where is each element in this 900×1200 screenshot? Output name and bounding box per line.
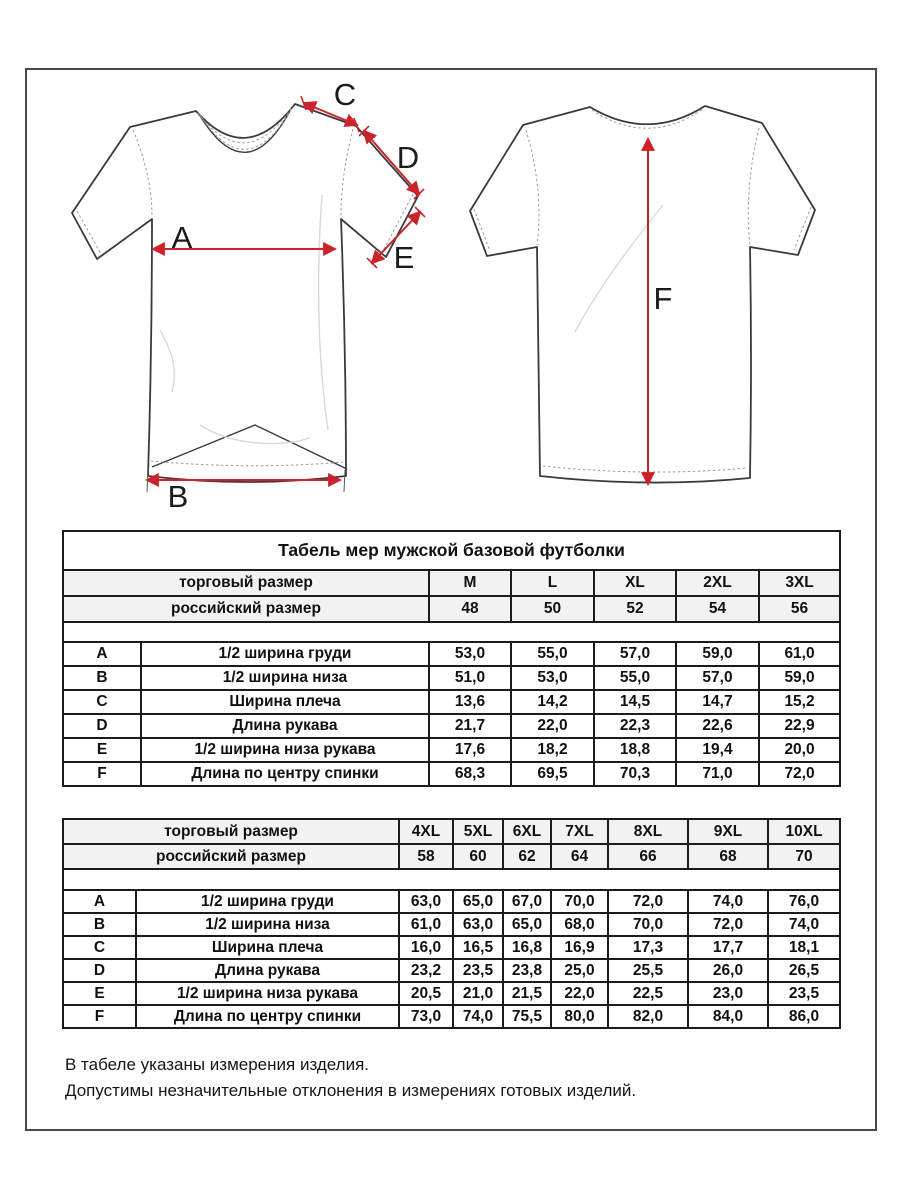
size-cell: 73,0 [399,1005,453,1028]
size-cell: 23,5 [453,959,503,982]
russian-size-value: 70 [768,844,840,869]
russian-size-value: 52 [594,596,676,622]
spacer-row [63,622,840,642]
size-cell: 22,6 [676,714,759,738]
size-table-4xl-10xl [62,818,841,1029]
measure-key: A [63,642,141,666]
size-cell: 61,0 [399,913,453,936]
size-cell: 22,3 [594,714,676,738]
size-cell: 53,0 [429,642,511,666]
size-cell: 72,0 [608,890,688,913]
trade-size-value: L [511,570,594,596]
size-cell: 82,0 [608,1005,688,1028]
size-cell: 76,0 [768,890,840,913]
table-row [63,1005,840,1028]
size-cell: 67,0 [503,890,551,913]
russian-size-value: 64 [551,844,608,869]
table-row [63,690,840,714]
size-cell: 21,7 [429,714,511,738]
size-cell: 61,0 [759,642,840,666]
table-row [63,714,840,738]
spacer-row [63,869,840,890]
size-cell: 74,0 [688,890,768,913]
table-row [63,738,840,762]
measure-key: A [63,890,136,913]
size-cell: 14,5 [594,690,676,714]
trade-size-value: 2XL [676,570,759,596]
measure-key: F [63,762,141,786]
measure-name: 1/2 ширина низа рукава [141,738,429,762]
size-cell: 26,5 [768,959,840,982]
size-cell: 23,5 [768,982,840,1005]
table-row [63,890,840,913]
size-cell: 74,0 [453,1005,503,1028]
size-cell: 51,0 [429,666,511,690]
trade-size-label: торговый размер [63,570,429,596]
table-title: Табель мер мужской базовой футболки [63,531,840,570]
size-cell: 70,3 [594,762,676,786]
table-row [63,959,840,982]
size-cell: 15,2 [759,690,840,714]
measure-label-b: B [167,479,189,514]
size-cell: 22,9 [759,714,840,738]
size-cell: 63,0 [399,890,453,913]
measure-name: Ширина плеча [141,690,429,714]
trade-size-value: 4XL [399,819,453,844]
russian-size-value: 54 [676,596,759,622]
size-cell: 17,6 [429,738,511,762]
size-cell: 16,8 [503,936,551,959]
tshirt-front-view [72,104,418,482]
size-table-m-3xl [62,530,841,787]
measure-name: Длина по центру спинки [141,762,429,786]
size-cell: 68,3 [429,762,511,786]
measure-label-d: D [396,140,420,175]
size-cell: 23,0 [688,982,768,1005]
size-cell: 70,0 [608,913,688,936]
size-cell: 16,0 [399,936,453,959]
trade-size-label: торговый размер [63,819,399,844]
size-cell: 71,0 [676,762,759,786]
trade-size-value: M [429,570,511,596]
measure-label-a: A [171,220,193,255]
russian-size-value: 56 [759,596,840,622]
trade-size-value: XL [594,570,676,596]
size-cell: 18,2 [511,738,594,762]
size-cell: 22,0 [511,714,594,738]
size-cell: 20,5 [399,982,453,1005]
trade-size-value: 9XL [688,819,768,844]
footer-note-1: В табеле указаны измерения изделия. [65,1055,370,1074]
measure-key: D [63,959,136,982]
measure-key: B [63,666,141,690]
size-cell: 25,0 [551,959,608,982]
size-cell: 17,3 [608,936,688,959]
size-cell: 65,0 [453,890,503,913]
trade-size-value: 3XL [759,570,840,596]
size-cell: 17,7 [688,936,768,959]
measure-key: C [63,936,136,959]
measure-name: 1/2 ширина груди [136,890,399,913]
table-row [63,666,840,690]
russian-size-value: 50 [511,596,594,622]
size-cell: 14,7 [676,690,759,714]
measure-name: 1/2 ширина низа рукава [136,982,399,1005]
measure-key: F [63,1005,136,1028]
size-cell: 25,5 [608,959,688,982]
size-cell: 16,5 [453,936,503,959]
size-cell: 16,9 [551,936,608,959]
size-cell: 80,0 [551,1005,608,1028]
russian-size-value: 48 [429,596,511,622]
size-cell: 86,0 [768,1005,840,1028]
size-cell: 18,8 [594,738,676,762]
measure-key: E [63,982,136,1005]
table-row [63,936,840,959]
size-cell: 59,0 [759,666,840,690]
table-row [63,982,840,1005]
trade-size-value: 5XL [453,819,503,844]
size-cell: 68,0 [551,913,608,936]
measure-key: C [63,690,141,714]
size-cell: 72,0 [688,913,768,936]
size-cell: 20,0 [759,738,840,762]
trade-size-value: 8XL [608,819,688,844]
size-cell: 84,0 [688,1005,768,1028]
table-row [63,762,840,786]
russian-size-label: российский размер [63,596,429,622]
size-cell: 21,0 [453,982,503,1005]
size-cell: 13,6 [429,690,511,714]
measure-label-e: E [393,240,415,275]
measure-key: D [63,714,141,738]
size-cell: 57,0 [594,642,676,666]
back-body-outline [470,106,815,483]
size-cell: 53,0 [511,666,594,690]
size-cell: 65,0 [503,913,551,936]
size-cell: 55,0 [594,666,676,690]
size-cell: 63,0 [453,913,503,936]
trade-size-value: 7XL [551,819,608,844]
russian-size-value: 66 [608,844,688,869]
size-cell: 22,0 [551,982,608,1005]
tshirt-back-view [470,106,815,483]
measure-key: E [63,738,141,762]
russian-size-value: 60 [453,844,503,869]
size-cell: 23,2 [399,959,453,982]
size-cell: 26,0 [688,959,768,982]
measure-label-f: F [653,281,673,316]
size-cell: 14,2 [511,690,594,714]
footer-note-2: Допустимы незначительные отклонения в измерениях готовых изделий. [65,1081,637,1100]
measure-label-c: C [333,77,357,112]
size-cell: 18,1 [768,936,840,959]
size-cell: 57,0 [676,666,759,690]
measure-name: Длина рукава [141,714,429,738]
russian-size-value: 62 [503,844,551,869]
russian-size-label: российский размер [63,844,399,869]
size-cell: 59,0 [676,642,759,666]
size-cell: 75,5 [503,1005,551,1028]
table-row [63,642,840,666]
trade-size-value: 10XL [768,819,840,844]
measure-name: 1/2 ширина низа [136,913,399,936]
size-cell: 23,8 [503,959,551,982]
size-cell: 21,5 [503,982,551,1005]
russian-size-value: 68 [688,844,768,869]
measure-name: Длина рукава [136,959,399,982]
measure-name: 1/2 ширина низа [141,666,429,690]
russian-size-value: 58 [399,844,453,869]
measure-name: Ширина плеча [136,936,399,959]
table-row [63,913,840,936]
size-cell: 55,0 [511,642,594,666]
size-cell: 69,5 [511,762,594,786]
measure-name: Длина по центру спинки [136,1005,399,1028]
front-body-outline [72,104,418,482]
size-cell: 74,0 [768,913,840,936]
trade-size-value: 6XL [503,819,551,844]
tshirt-measurement-drawing [0,0,900,545]
measure-key: B [63,913,136,936]
size-cell: 72,0 [759,762,840,786]
size-cell: 22,5 [608,982,688,1005]
measure-name: 1/2 ширина груди [141,642,429,666]
size-cell: 70,0 [551,890,608,913]
size-cell: 19,4 [676,738,759,762]
